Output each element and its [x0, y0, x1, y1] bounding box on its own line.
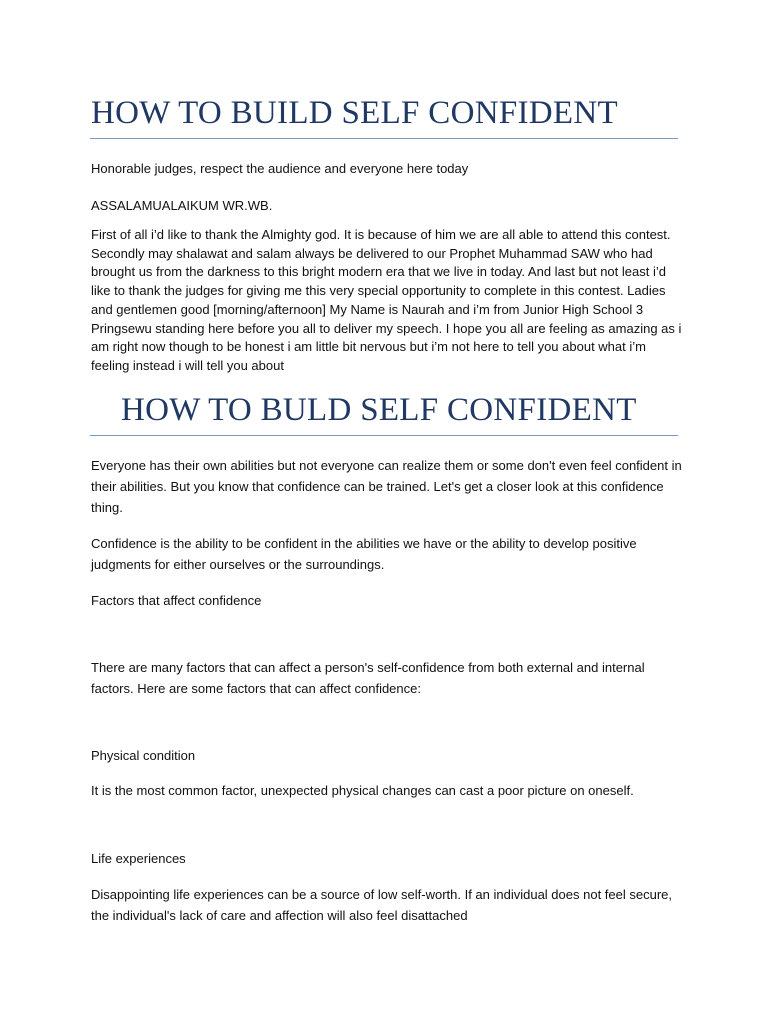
factors-intro-paragraph: There are many factors that can affect a person's self-confidence from both external and internal factors. Here are some factors that can affect confidence: [91, 660, 645, 696]
greeting-paragraph: Honorable judges, respect the audience and everyone here today [91, 161, 469, 176]
physical-condition-paragraph: It is the most common factor, unexpected physical changes can cast a poor picture on oneself. [91, 783, 634, 798]
abilities-paragraph: Everyone has their own abilities but not everyone can realize them or some don't even feel confident in their abilities. But you know that confidence can be trained. Let's get a closer look at this confidence thing. [91, 458, 682, 515]
salam-paragraph: ASSALAMUALAIKUM WR.WB. [91, 198, 273, 213]
life-experiences-heading: Life experiences [91, 851, 186, 866]
document-title: HOW TO BUILD SELF CONFIDENT [91, 95, 618, 131]
section-title: HOW TO BULD SELF CONFIDENT [121, 392, 637, 428]
confidence-definition-paragraph: Confidence is the ability to be confident in the abilities we have or the ability to develop positive judgments for either ourselves or the surroundings. [91, 536, 637, 572]
factors-heading: Factors that affect confidence [91, 593, 262, 608]
life-experiences-paragraph: Disappointing life experiences can be a source of low self-worth. If an individual does not feel secure, the individual's lack of care and affection will also feel disattached [91, 887, 672, 923]
opening-paragraph: First of all i’d like to thank the Almighty god. It is because of him we are all able to attend this contest. Secondly may shalawat and salam always be delivered to our Prophet Muhammad SAW who had brought us from the darkness to this bright modern era that we live in today. And last but not least i’d like to thank the judges for giving me this very special opportunity to complete in this contest. Ladies and gentlemen good [morning/afternoon] My Name is Naurah and i’m from Junior High School 3 Pringsewu standing here before you all to deliver my speech. I hope you all are feeling as amazing as i am right now though to be honest i am little bit nervous but i’m not here to tell you about what i’m feeling instead i will tell you about [91, 227, 682, 373]
section-title-underline [90, 435, 678, 436]
title-underline [90, 138, 678, 139]
physical-condition-heading: Physical condition [91, 748, 196, 763]
